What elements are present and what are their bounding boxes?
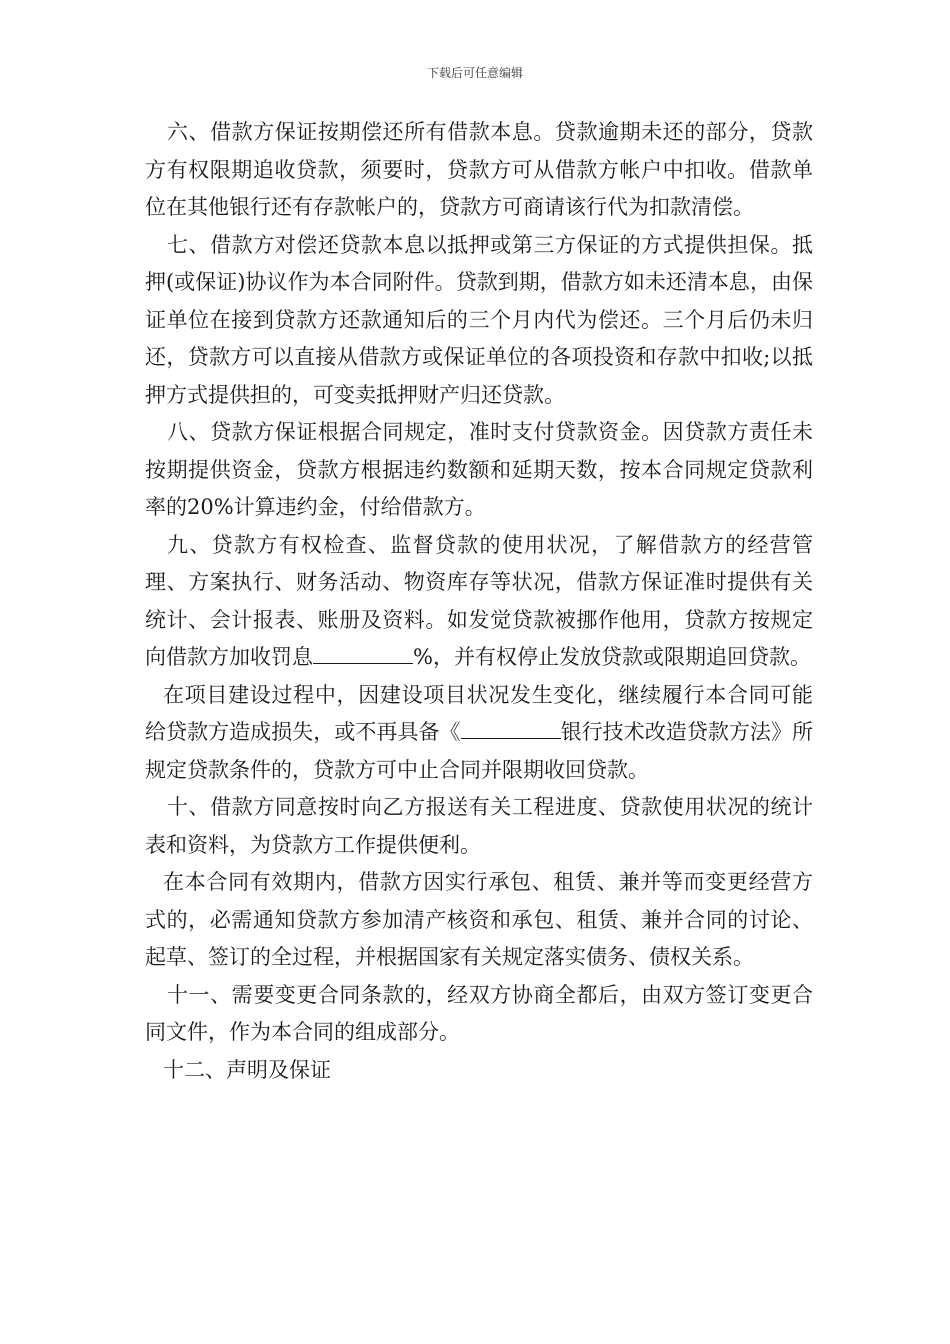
- clause-12-heading: 十二、声明及保证: [163, 1057, 331, 1082]
- clause-11-paragraph: 十一、需要变更合同条款的，经双方协商全都后，由双方签订变更合同文件，作为本合同的组成部分。: [145, 982, 813, 1044]
- clause-9-text-after-blank: %，并有权停止发放贷款或限期追回贷款。: [413, 645, 811, 669]
- page-header: 下载后可任意编辑: [426, 66, 523, 80]
- penalty-rate-blank: [313, 645, 413, 664]
- project-change-text-before-blank: 在项目建设过程中，因建设项目状况发生变化，继续履行本合同可能给贷款方造成损失，或不再具备《: [145, 682, 813, 744]
- clause-10-paragraph: 十、借款方同意按时向乙方报送有关工程进度、贷款使用状况的统计表和资料，为贷款方工作提供便利。: [145, 795, 813, 857]
- project-change-text-after-blank: 银行技术改造贷款方法》所规定贷款条件的，贷款方可中止合同并限期收回贷款。: [145, 720, 814, 782]
- clause-9-paragraph: [145, 527, 813, 677]
- clause-8-paragraph: 八、贷款方保证根据合同规定，准时支付贷款资金。因贷款方责任未按期提供资金，贷款方根据违约数额和延期天数，按本合同规定贷款利率的20%计算违约金，付给借款方。: [145, 420, 813, 519]
- clause-9-text-before-blank: 九、贷款方有权检查、监督贷款的使用状况，了解借款方的经营管理、方案执行、财务活动、物资库存等状况，借款方保证准时提供有关统计、会计报表、账册及资料。如发觉贷款被挪作他用，贷款方按规定向借款方加收罚息: [145, 532, 813, 669]
- project-change-paragraph: [145, 677, 813, 790]
- document-body: [145, 114, 813, 1089]
- clause-7-paragraph: 七、借款方对偿还贷款本息以抵押或第三方保证的方式提供担保。抵押(或保证)协议作为本合同附件。贷款到期，借款方如未还清本息，由保证单位在接到贷款方还款通知后的三个月内代为偿还。三个月后仍未归还，贷款方可以直接从借款方或保证单位的各项投资和存款中扣收;以抵押方式提供担的，可变卖抵押财产归还贷款。: [145, 232, 813, 407]
- business-change-paragraph: 在本合同有效期内，借款方因实行承包、租赁、兼并等而变更经营方式的，必需通知贷款方参加清产核资和承包、租赁、兼并合同的讨论、起草、签订的全过程，并根据国家有关规定落实债务、债权关系。: [145, 870, 813, 969]
- clause-6-paragraph: 六、借款方保证按期偿还所有借款本息。贷款逾期未还的部分，贷款方有权限期追收贷款，须要时，贷款方可从借款方帐户中扣收。借款单位在其他银行还有存款帐户的，贷款方可商请该行代为扣款清偿。: [145, 120, 813, 219]
- bank-name-blank: [461, 720, 561, 739]
